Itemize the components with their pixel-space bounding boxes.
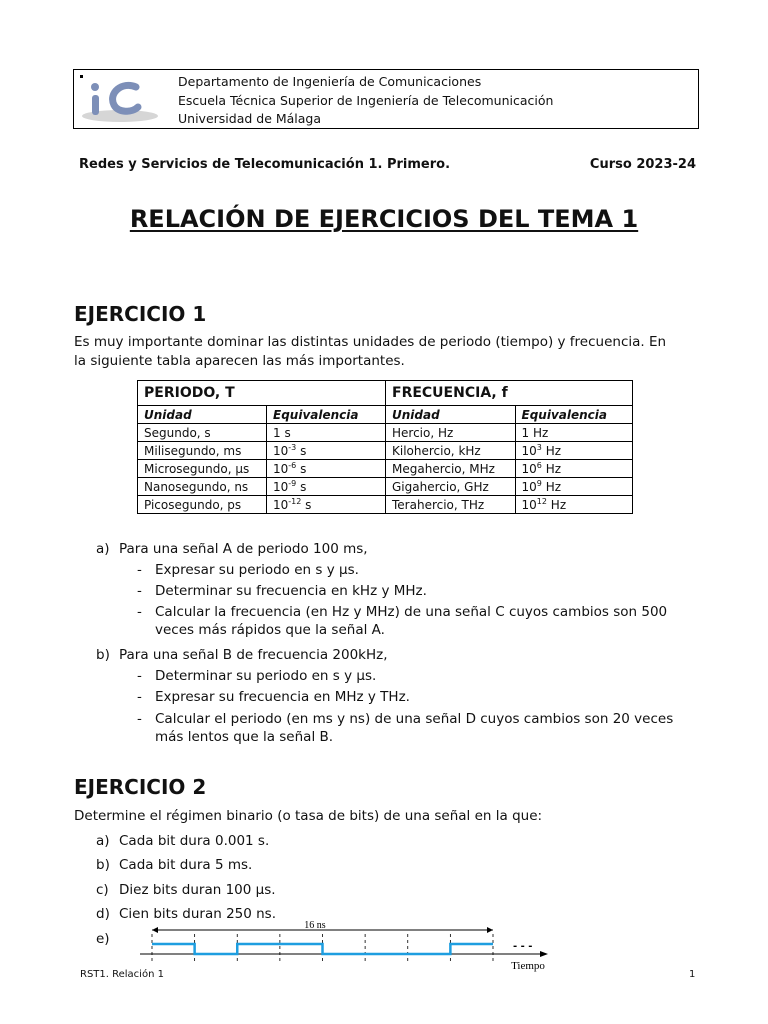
col-unit: Unidad [138,406,267,424]
ex1-b-item: Calcular el periodo (en ms y ns) de una señal D cuyos cambios son 20 veces [155,711,674,727]
ex2-item-label: e) [96,931,110,947]
period-header: PERIODO, T [138,381,386,406]
ex1-a-item-cont: veces más rápidos que la señal A. [155,622,385,638]
period-unit: Nanosegundo, ns [138,478,267,496]
frequency-unit: Hercio, Hz [386,424,516,442]
header-line-university: Universidad de Málaga [178,111,322,126]
period-unit: Segundo, s [138,424,267,442]
ex2-item-text: Cada bit dura 0.001 s. [119,833,270,849]
frequency-unit: Terahercio, THz [386,496,516,514]
period-equivalence: 1 s [267,424,386,442]
page-title: RELACIÓN DE EJERCICIOS DEL TEMA 1 [129,205,639,233]
ex2-item-label: a) [96,833,110,849]
dash: - [137,711,142,727]
ex2-item-label: c) [96,882,109,898]
period-equivalence: $10^{-6}$ s [267,460,386,478]
page-number: 1 [689,969,696,980]
exercise-2-intro: Determine el régimen binario (o tasa de bits) de una señal en la que: [74,808,543,824]
units-row [138,424,633,442]
ex1-a-item: Calcular la frecuencia (en Hz y MHz) de una señal C cuyos cambios son 500 [155,604,668,620]
period-equivalence: $10^{-3}$ s [267,442,386,460]
dash: - [137,562,142,578]
signal-line [152,944,493,954]
header-box [73,69,699,129]
frequency-unit: Megahercio, MHz [386,460,516,478]
dash: - [137,668,142,684]
frequency-equivalence: $10^6$ Hz [515,460,632,478]
signal-figure [110,916,570,972]
dash: - [137,604,142,620]
ex1-a-item: Determinar su frecuencia en kHz y MHz. [155,583,427,599]
course-name: Redes y Servicios de Telecomunicación 1. Primero. [79,157,451,172]
ex1-b-text: Para una señal B de frecuencia 200kHz, [119,647,388,663]
frequency-header: FRECUENCIA, f [386,381,633,406]
frequency-equivalence: 1 Hz [515,424,632,442]
ex1-a-label: a) [96,541,110,557]
ex1-b-item: Determinar su periodo en s y µs. [155,668,377,684]
ex1-b-label: b) [96,647,110,663]
units-row [138,478,633,496]
col-unit: Unidad [386,406,516,424]
arrow-right [487,927,493,933]
period-unit: Picosegundo, ps [138,496,267,514]
header-lines [178,73,553,129]
units-row [138,496,633,514]
header-line-school: Escuela Técnica Superior de Ingeniería de Telecomunicación [178,92,554,108]
frequency-equivalence: $10^{12}$ Hz [515,496,632,514]
ex1-b-item: Expresar su frecuencia en MHz y THz. [155,689,410,705]
continuation-ellipsis: - - - [513,941,533,952]
frequency-unit: Gigahercio, GHz [386,478,516,496]
ex1-b-item-cont: más lentos que la señal B. [155,729,334,745]
exercise-2-heading: EJERCICIO 2 [74,775,207,799]
exercise-1-heading: EJERCICIO 1 [74,302,207,326]
ex2-item-label: d) [96,906,110,922]
footer-doc-label: RST1. Relación 1 [80,969,164,980]
axis-label: Tiempo [511,960,545,972]
units-row [138,460,633,478]
header-line-department: Departamento de Ingeniería de Comunicaciones [178,74,482,89]
col-equivalence: Equivalencia [515,406,632,424]
exercise-1-intro: Es muy importante dominar las distintas unidades de periodo (tiempo) y frecuencia. En la siguiente tabla aparecen las más importantes. [74,334,667,369]
university-logo [78,73,162,125]
period-equivalence: $10^{-12}$ s [267,496,386,514]
ex1-a-item: Expresar su periodo en s y µs. [155,562,359,578]
frequency-equivalence: $10^3$ Hz [515,442,632,460]
signal-waveform [152,934,493,962]
period-unit: Microsegundo, µs [138,460,267,478]
course-year: Curso 2023-24 [589,157,696,172]
ex2-item-text: Diez bits duran 100 µs. [119,882,276,898]
period-unit: Milisegundo, ms [138,442,267,460]
dash: - [137,583,142,599]
col-equivalence: Equivalencia [267,406,386,424]
ex2-item-label: b) [96,857,110,873]
period-equivalence: $10^{-9}$ s [267,478,386,496]
ex2-item-text: Cada bit dura 5 ms. [119,857,253,873]
course-line [79,157,696,172]
span-label: 16 ns [304,920,326,931]
units-row [138,442,633,460]
frequency-equivalence: $10^9$ Hz [515,478,632,496]
ex1-a-text: Para una señal A de periodo 100 ms, [119,541,368,557]
arrow-left [152,927,158,933]
dash: - [137,689,142,705]
units-table [137,380,633,514]
frequency-unit: Kilohercio, kHz [386,442,516,460]
ex2-item-text: Cien bits duran 250 ns. [119,906,277,922]
axis-arrow [540,951,548,957]
